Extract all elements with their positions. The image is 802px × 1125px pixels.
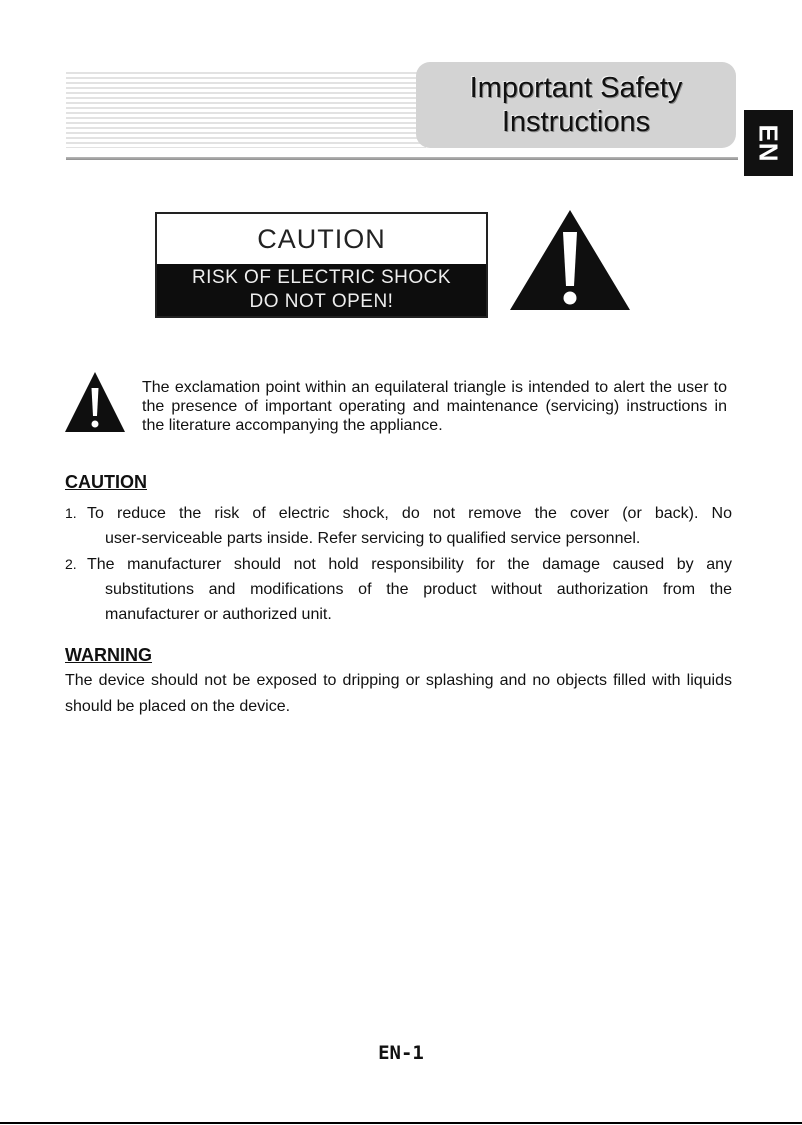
page-title: Important Safety Instructions: [469, 72, 683, 138]
language-tab-label: EN: [754, 123, 784, 163]
caution-item-1: [65, 501, 732, 551]
triangle-explanation: The exclamation point within an equilateral triangle is intended to alert the user to the presence of important operating and maintenance (servicing) instructions in the literature accompanying the appliance.: [142, 379, 727, 434]
page-title-box: [416, 62, 736, 148]
page-number: EN-1: [378, 1042, 424, 1064]
list-item-text-continued: manufacturer or authorized unit.: [105, 606, 332, 623]
caution-label-line2: DO NOT OPEN!: [249, 291, 394, 312]
header-divider: [66, 157, 738, 160]
exclamation-triangle-icon: [64, 370, 126, 434]
caution-heading: CAUTION: [65, 472, 147, 492]
list-item-text: The manufacturer should not hold responsibility for the damage caused by any: [87, 556, 732, 573]
language-tab: [744, 110, 793, 176]
bottom-divider: [0, 1122, 802, 1124]
list-number: 2.: [65, 556, 77, 572]
warning-text: The device should not be exposed to dripping or splashing and no objects filled with liquids should be placed on the device.: [65, 672, 732, 715]
list-item-text-continued: user-serviceable parts inside. Refer servicing to qualified service personnel.: [105, 530, 641, 547]
exclamation-triangle-icon: [508, 208, 632, 312]
caution-label-heading: CAUTION: [257, 223, 386, 254]
caution-item-2: [65, 552, 732, 627]
list-item-text-continued: substitutions and modifications of the product without authorization from the: [105, 581, 732, 598]
list-number: 1.: [65, 505, 77, 521]
header-decoration-lines: [66, 72, 426, 148]
caution-label-line1: RISK OF ELECTRIC SHOCK: [191, 267, 452, 288]
list-item-text: To reduce the risk of electric shock, do not remove the cover (or back). No: [87, 505, 732, 522]
caution-label-sign: [155, 212, 488, 318]
warning-heading: WARNING: [65, 645, 152, 665]
caution-label-warning: [157, 264, 486, 316]
